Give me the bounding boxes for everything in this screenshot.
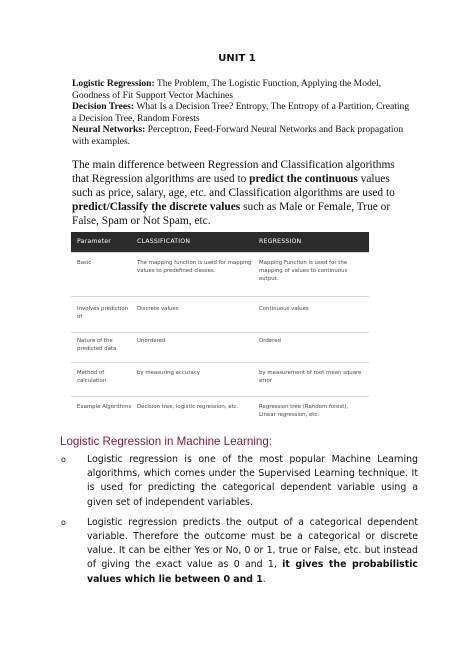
table-row [71, 362, 369, 397]
table-cell: Involves prediction of [77, 306, 129, 321]
table-row [71, 296, 369, 333]
syllabus-item [72, 124, 412, 147]
table-header: CLASSIFICATION [137, 238, 191, 245]
intro-text: The main difference between Regression and Classification algorithms that Regression algorithms are used to [72, 159, 395, 186]
table-cell: Continuous values [259, 306, 309, 312]
syllabus-label: Logistic Regression: [72, 78, 155, 89]
syllabus-block [72, 78, 412, 148]
intro-bold: predict/Classify the discrete values [72, 201, 241, 214]
syllabus-label: Neural Networks: [72, 124, 146, 136]
syllabus-item [72, 78, 412, 101]
bullet-text: Logistic regression predicts the output of a categorical dependent variable. Therefore the outcome must be a categorical or discrete value. It can be either Yes or No, 0 or 1, true or False, etc. but instead of giving the exact value as 0 and 1, [87, 516, 418, 571]
intro-text: such as Male or Female, True or False, Spam or Not Spam, etc. [72, 201, 391, 228]
table-header: REGRESSION [259, 238, 302, 245]
table-cell: Ordered [259, 338, 281, 344]
bullet-bold-text: it gives the probabilistic values which lie between 0 and 1 [87, 559, 418, 585]
bullet-text-end: . [262, 573, 266, 585]
table-cell: Unordered [137, 338, 166, 344]
list-item [60, 453, 418, 510]
table-cell: by measurement of root mean square error [259, 370, 362, 385]
table-cell: Discrete values [137, 306, 179, 312]
table-row [71, 332, 369, 363]
list-item [60, 516, 418, 587]
table-cell: Mapping Function is used for the mapping of values to continuous output. [259, 260, 348, 283]
intro-bold: predict the continuous [249, 173, 358, 186]
table-row [71, 396, 369, 433]
intro-paragraph [72, 158, 410, 228]
section-heading: Logistic Regression in Machine Learning: [60, 435, 273, 448]
table-cell: Example Algorithms [77, 404, 132, 410]
table-cell: Regression tree (Random forest), Linear regression, etc. [259, 404, 349, 419]
syllabus-text: Perceptron, Feed-Forward Neural Networks and Back propagation with examples. [72, 124, 404, 147]
syllabus-label: Decision Trees: [72, 101, 135, 113]
syllabus-text: The Problem, The Logistic Function, Applying the Model, Goodness of Fit Support Vector Machines [72, 78, 382, 101]
unit-title: UNIT 1 [218, 53, 256, 64]
table-row [71, 252, 369, 297]
syllabus-text: What Is a Decision Tree? Entropy, The Entropy of a Partition, Creating a Decision Tree, Random Forests [72, 101, 410, 124]
table-cell: Method of calculation [77, 370, 107, 385]
table-cell: The mapping function is used for mapping values to predefined classes. [137, 260, 252, 275]
intro-text: values such as price, salary, age, etc. and Classification algorithms are used to [72, 173, 395, 200]
syllabus-item [72, 101, 412, 124]
table-cell: by measuring accuracy [137, 370, 201, 376]
table-header: Parameter [77, 238, 111, 245]
bullet-marker: o [61, 517, 66, 527]
bullet-text: Logistic regression is one of the most popular Machine Learning algorithms, which comes under the Supervised Learning technique. It is used for predicting the categorical dependent variable using a given set of independent variables. [87, 454, 418, 508]
table-cell: Nature of the predicted data [77, 338, 117, 353]
table-cell: Basic [77, 260, 92, 266]
bullet-list [60, 453, 418, 587]
table-cell: Decision tree, logistic regression, etc. [137, 404, 239, 410]
bullet-marker: o [61, 455, 66, 464]
table-header-row [71, 232, 369, 252]
